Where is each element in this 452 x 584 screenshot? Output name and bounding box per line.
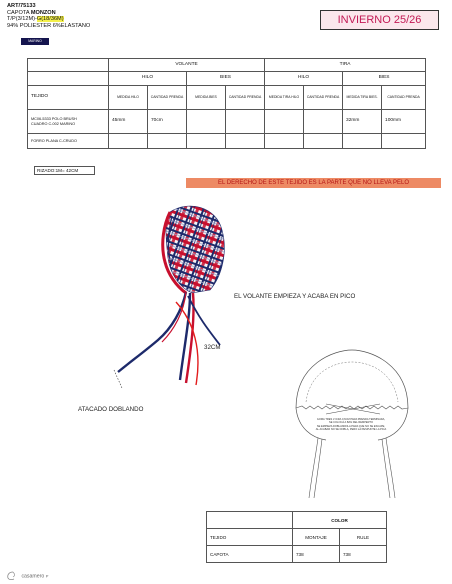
- color-tag: MARINO: [21, 38, 49, 45]
- subheader-cell: MEDIDA HILO: [109, 86, 148, 110]
- montaje-header: MONTAJE: [293, 529, 340, 546]
- value-cell: [148, 134, 187, 149]
- sizes-line: T/P(3/12M)-G(18/36M): [7, 16, 64, 23]
- brand-icon: [6, 571, 20, 581]
- subheader-cell: MEDIDA TIRA BIES.: [343, 86, 382, 110]
- blank-cell: [207, 512, 293, 529]
- tejido-header: TEJIDO: [207, 529, 293, 546]
- blank-cell: [28, 72, 109, 86]
- product-name-line: CAPOTA MONZON: [7, 9, 56, 16]
- subheader-cell: CANTIDAD PRENDA: [304, 86, 343, 110]
- volante-label: EL VOLANTE EMPIEZA Y ACABA EN PICO: [234, 293, 356, 300]
- article-code: ART/75133: [7, 3, 36, 9]
- value-cell: 32mm: [343, 110, 382, 134]
- value-cell: [226, 134, 265, 149]
- value-cell: 70cm: [148, 110, 187, 134]
- fabric-spec-table: [27, 58, 426, 149]
- subheader-cell: MEDIDA BIES: [187, 86, 226, 110]
- rizado-box: RIZADO:1M= 42CM: [34, 166, 95, 175]
- subheader-cell: CANTIDAD PRENDA: [382, 86, 426, 110]
- volante-bies: BIES: [187, 72, 265, 86]
- color-table: [206, 511, 387, 563]
- table-row: [207, 546, 387, 563]
- tira-hilo: HILO: [265, 72, 343, 86]
- product-name: MONZON: [30, 9, 56, 16]
- corner-cell: [28, 59, 109, 72]
- tira-bies: BIES: [343, 72, 426, 86]
- value-cell: [265, 134, 304, 149]
- length-label: 32CM: [204, 344, 221, 351]
- value-cell: [109, 134, 148, 149]
- atacado-label: ATACADO DOBLANDO: [78, 406, 144, 413]
- bonnet-illustration: [110, 200, 250, 400]
- tejido-cell: FORRO PLANA C-CRUDO: [28, 134, 109, 149]
- row-name: CAPOTA: [207, 546, 293, 563]
- season-badge: INVIERNO 25/26: [320, 10, 439, 30]
- elastic-note: GOMA TRES LYCRA 0,6CM PARA PRENDA TERMINADA, SE COLOCA A BAS DEL REMPERTO SE EMPIEZA DOBLANDOLA PARA QUE NO SE ESCAPE, AL ACABAR NO SE DOBLA, PERO LA PESPUNTE LA PICA: [315, 418, 387, 431]
- subheader-cell: CANTIDAD PRENDA: [226, 86, 265, 110]
- montaje-value: 738: [293, 546, 340, 563]
- composition: 94% POLIESTER 6%ELASTANO: [7, 22, 91, 29]
- volante-hilo: HILO: [109, 72, 187, 86]
- value-cell: [304, 110, 343, 134]
- subheader-cell: CANTIDAD PRENDA: [148, 86, 187, 110]
- brand-logo: casamero P: [6, 571, 48, 581]
- subheader-cell: MEDIDA TIRA HILO: [265, 86, 304, 110]
- value-cell: [187, 134, 226, 149]
- value-cell: [265, 110, 304, 134]
- color-header: COLOR: [293, 512, 387, 529]
- value-cell: [226, 110, 265, 134]
- size-highlight: G(18/36M): [36, 16, 64, 23]
- value-cell: [304, 134, 343, 149]
- tejido-cell: MC06-5333 POLO BRUSH CUADRO C-002 MARINO: [28, 110, 109, 134]
- value-cell: [187, 110, 226, 134]
- value-cell: [382, 134, 426, 149]
- fabric-note: EL DERECHO DE ESTE TEJIDO ES LA PARTE QUE NO LLEVA PELO: [186, 178, 441, 188]
- rule-header: RULE: [340, 529, 387, 546]
- tejido-header: TEJIDO: [28, 86, 109, 110]
- value-cell: 45mm: [109, 110, 148, 134]
- table-row: [28, 110, 426, 134]
- value-cell: 100mm: [382, 110, 426, 134]
- group-tira: TIRA: [265, 59, 426, 72]
- product-header: [7, 3, 90, 29]
- rule-value: 738: [340, 546, 387, 563]
- table-row: [28, 134, 426, 149]
- value-cell: [343, 134, 382, 149]
- group-volante: VOLANTE: [109, 59, 265, 72]
